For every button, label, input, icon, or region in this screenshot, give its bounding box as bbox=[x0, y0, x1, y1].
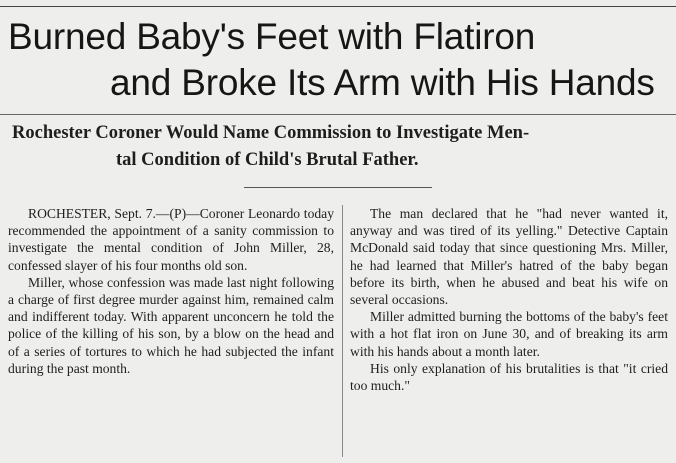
subhead-rule bbox=[0, 114, 676, 115]
headline-line-2: and Broke Its Arm with His Hands bbox=[110, 62, 655, 103]
column-divider bbox=[342, 205, 343, 457]
subheadline bbox=[0, 120, 676, 174]
article-paragraph: ROCHESTER, Sept. 7.—(P)—Coroner Leonardo today recommended the appointment of a sanity commission to investigate the mental condition of John Miller, 28, confessed slayer of his four months old son. bbox=[8, 206, 334, 273]
article-column-left bbox=[8, 205, 334, 377]
top-rule bbox=[0, 6, 676, 7]
headline bbox=[0, 14, 676, 106]
subheadline-line-2: tal Condition of Child's Brutal Father. bbox=[116, 150, 419, 170]
section-rule bbox=[244, 187, 432, 188]
article-column-right bbox=[350, 205, 668, 394]
article-paragraph: His only explanation of his brutalities is that "it cried too much." bbox=[350, 360, 668, 394]
article-paragraph: Miller, whose confession was made last night following a charge of first degree murder against him, remained calm and indifferent today. With apparent unconcern he told the police of the killing of his son, by a blow on the head and of a series of tortures to which he had subjected the infant during the past month. bbox=[8, 274, 334, 376]
subheadline-line-1: Rochester Coroner Would Name Commission to Investigate Men- bbox=[12, 123, 530, 143]
headline-line-1: Burned Baby's Feet with Flatiron bbox=[8, 16, 536, 57]
article-paragraph: Miller admitted burning the bottoms of the baby's feet with a hot flat iron on June 30, and of breaking its arm with his hands about a month later. bbox=[350, 309, 668, 359]
article-paragraph: The man declared that he "had never wanted it, anyway and was tired of its yelling." Detective Captain McDonald said today that since questioning Mrs. Miller, he had learned that Miller's hatred of the baby began before its birth, when he abused and beat his wife on several occasions. bbox=[350, 206, 668, 308]
